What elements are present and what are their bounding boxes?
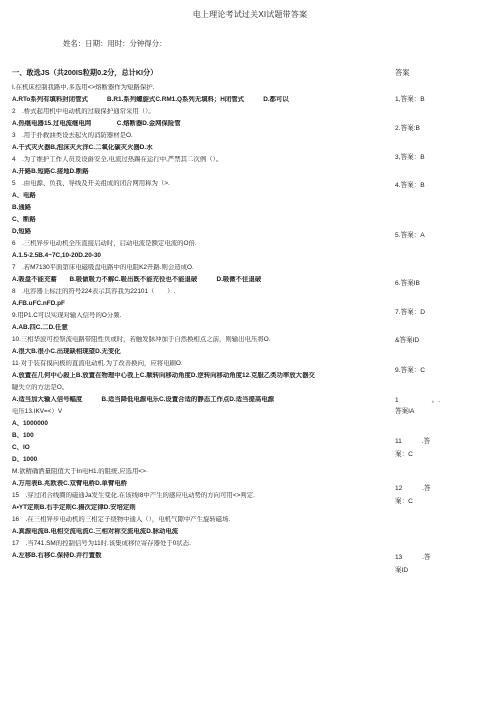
- answer-column-heading: 答案: [395, 68, 410, 77]
- answer-entry: 5.答案：A: [395, 232, 425, 239]
- answer-entry: 案：C: [395, 498, 413, 505]
- answer-entry: 3,答案：B: [395, 154, 425, 161]
- question-line: 8 .电容器上标注的符号224表示其容我为22101（ ）.: [12, 288, 176, 295]
- exam-info-line: 姓名：日期：用时：分钟得分：: [63, 39, 167, 48]
- question-line: M.欲精确洒量阻值大于In电H1.的阻统,应选用<>·: [12, 468, 148, 475]
- section-heading: 一、敢选JS（共200IS粒期0.2分，总计KI分）: [12, 68, 158, 77]
- question-line: A.放置在几何中心殺上B.放置在物理中心我上C.顺转向移动角度D.逆转向移动角度12.克服乙类功率放大器交: [12, 372, 315, 379]
- answer-entry: 案ID: [395, 567, 409, 574]
- answer-entry: 12 .答: [395, 485, 431, 492]
- answer-entry: 9.答案：C: [395, 367, 426, 374]
- question-line: 9.用P1.C可以实现对输入信号的O分频.: [12, 312, 122, 319]
- answer-entry: 13 .答: [395, 554, 431, 561]
- question-line: 睫失立的方法是O。: [12, 384, 69, 391]
- question-line: 16 .在三相异步电动机的三相定子绕物中通入（），电机气隙中产生旋转磁场.: [12, 516, 231, 523]
- question-line: 10.三相华波可控祭流电路带阻性负或时，若触发脉冲加于自然换相点之前，则输出电压将O.: [12, 336, 271, 343]
- question-line: 4 .为了维护工作人员及设爵安全,电流过热踢在运行中,严禁其二次例（）。: [12, 156, 223, 163]
- question-line: C、IO: [12, 444, 30, 451]
- question-line: A.AB.四C.二D.任意: [12, 324, 68, 331]
- question-line: A.开路B.短路C.接地D.断路: [12, 168, 89, 175]
- question-line: I.在机床控制我路中,多选用<>熔断器作为短路保护.: [12, 84, 155, 91]
- answer-entry: 1,答案：B: [395, 96, 425, 103]
- question-line: A•YT定则B.右手定则C.揚次定律D.安培定则: [12, 504, 136, 511]
- question-line: A.很大B.很小C.出现缺相现望D.无变化: [12, 348, 121, 355]
- answer-entry: 11 .答: [395, 438, 431, 445]
- question-line: A.真源电流B.电相交流电流C.三相对称交流电流D.脉动电流: [12, 528, 179, 535]
- answer-entry: 6.答案IB: [395, 280, 420, 287]
- page-title: 电上理论考试过关XI试题带答案: [192, 10, 308, 19]
- question-line: 2 .桥式起用机中电动机的过载保护通常采用（）。: [12, 108, 155, 115]
- question-line: A.适当加大输入信号幅度 B.适当降低电源电乐C.设置合适的静态工作点D.适当提高电源: [12, 396, 275, 403]
- answer-entry: 7.答案：D: [395, 309, 426, 316]
- question-line: 7 .若M7130平面第床电磁吸盘电路中的电阻K2开路.则会造成O.: [12, 264, 194, 271]
- question-line: A.热继电器15.过电流继电网 C.熔断器D.金网保险管: [12, 120, 181, 127]
- question-line: B.通路: [12, 204, 32, 211]
- question-line: 6 .三机异步电动机全压直接启动时，启动电流是额定电流的O倍.: [12, 240, 197, 247]
- answer-entry: 2.答案:B: [395, 125, 420, 132]
- question-line: 5 .由电源、负我、导线及开关祖成的闭合网用称为（>.: [12, 180, 170, 187]
- answer-entry: 4.答案：B: [395, 182, 425, 189]
- answer-entry: 答案IA: [395, 408, 415, 415]
- question-line: 15 .穿过闭合线圈的磁通Ja发生变化.在该线I8中产生的感应电动势的方向可用<>判定.: [12, 492, 255, 499]
- question-line: A、电路: [12, 192, 36, 199]
- question-line: A.万用表B.兆欧表C.双臂电桥D.单臂电桥: [12, 480, 128, 487]
- question-line: D、1000: [12, 456, 38, 463]
- question-line: 17 .当741.SM的控制信号为11时.该集成移位寄存器处于0状态.: [12, 540, 191, 547]
- question-line: A.1.5-2.5B.4~7C,10-20D.20-30: [12, 252, 101, 259]
- question-line: D,短路: [12, 228, 32, 235]
- question-line: A.干式灭火器B,泡沫灭火洋C.二氧化碳灭火器D.水: [12, 144, 153, 151]
- answer-entry: &答案ID: [395, 337, 420, 344]
- question-line: A.RTo系列有填料封闭管式 B.R1.系列螺旋式C.RM1.Q系列无填料；H闭管式 D.都可以: [12, 96, 289, 103]
- answer-entry: 1 。.: [395, 397, 441, 404]
- question-line: A.吸盘不能充蓄 B.吸做吸力不解C.吸出既不能充役也不能退破 D.吸微不住退破: [12, 276, 262, 283]
- question-line: A、1000000: [12, 420, 48, 427]
- question-line: C、断路: [12, 216, 36, 223]
- question-line: A.FB.uFC.nFD.pF: [12, 300, 65, 307]
- answer-entry: 案：C: [395, 451, 413, 458]
- question-line: 11·对于装有摸向极的直流电动机.为了改善换向，应将电刷O.: [12, 360, 183, 367]
- question-line: 3 .用于扑救油类设去起火的消防器材是O.: [12, 132, 133, 139]
- question-line: A.左移B.右移C.保持D.并行置数: [12, 552, 102, 559]
- question-line: B、100: [12, 432, 34, 439]
- question-line: 电压13.IKV=<）V: [12, 408, 63, 415]
